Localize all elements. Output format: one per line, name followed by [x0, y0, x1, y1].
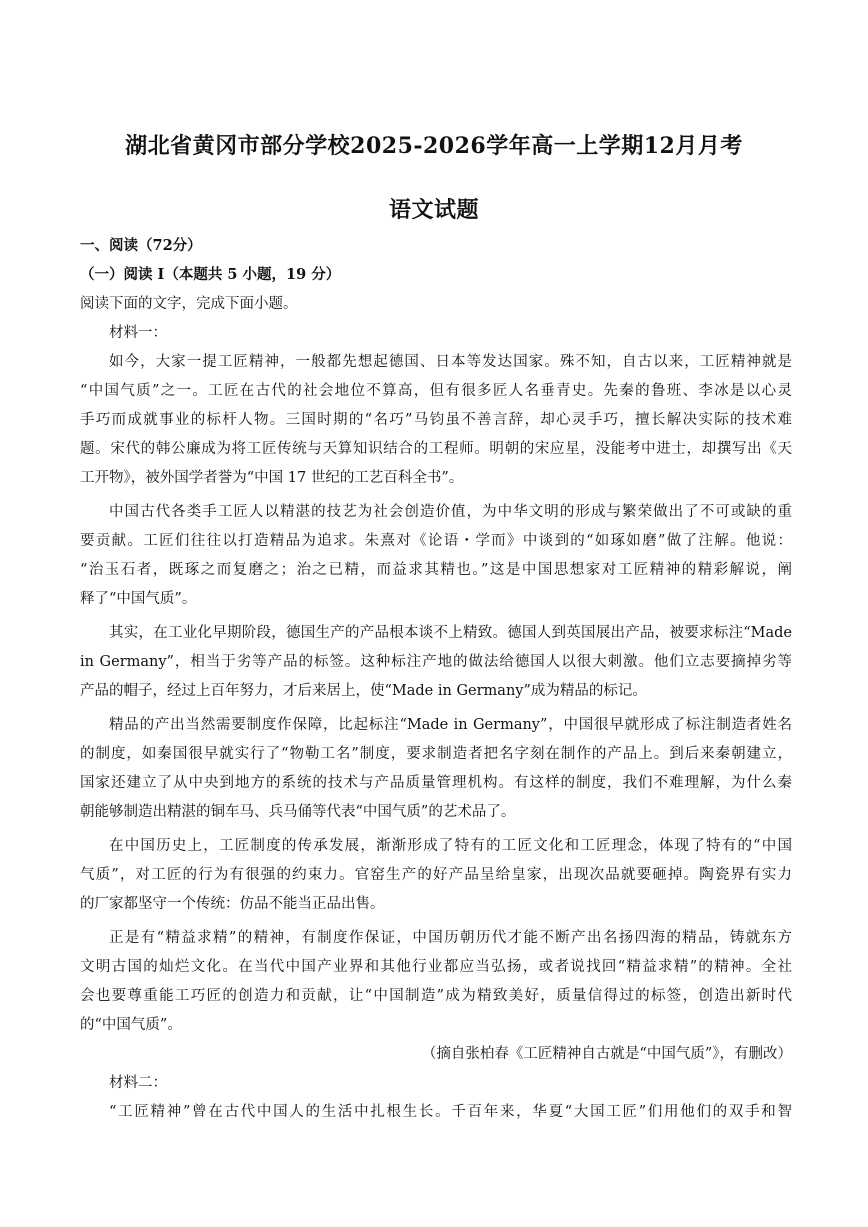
paragraph-line: 中国古代各类手工匠人以精湛的技艺为社会创造价值，为中华文明的形成与繁荣做出了不可或缺的重 — [109, 504, 792, 520]
paragraph-line: 国家还建立了从中央到地方的系统的技术与产品质量管理机构。有这样的制度，我们不难理解，为什么秦 — [80, 775, 792, 791]
paragraph-line: 的制度，如秦国很早就实行了“物勒工名”制度，要求制造者把名字刻在制作的产品上。到后来秦朝建立， — [80, 746, 792, 762]
source-citation: （摘自张柏春《工匠精神自古就是“中国气质”》，有删改） — [421, 1046, 792, 1062]
paragraph-line: in Germany”，相当于劣等产品的标签。这种标注产地的做法给德国人以很大刺激。他们立志要摘掉劣等 — [80, 654, 792, 670]
paragraph-line: 产品的帽子，经过上百年努力，才后来居上，使“Made in Germany”成为精品的标记。 — [80, 683, 647, 699]
paragraph-line: 如今，大家一提工匠精神，一般都先想起德国、日本等发达国家。殊不知，自古以来，工匠精神就是 — [109, 354, 792, 370]
paragraph-line: 朝能够制造出精湛的铜车马、兵马俑等代表“中国气质”的艺术品了。 — [80, 804, 516, 820]
material2-label: 材料二： — [109, 1075, 167, 1091]
paragraph-line: 在中国历史上，工匠制度的传承发展，渐渐形成了特有的工匠文化和工匠理念，体现了特有的“中国 — [109, 838, 792, 854]
document-subtitle: 语文试题 — [388, 197, 479, 223]
paragraph-line: 会也要尊重能工巧匠的创造力和贡献，让“中国制造”成为精致美好，质量信得过的标签，创造出新时代 — [80, 988, 792, 1004]
instruction-text: 阅读下面的文字，完成下面小题。 — [80, 296, 298, 312]
paragraph-line: 精品的产出当然需要制度作保障，比起标注“Made in Germany”，中国很早就形成了标注制造者姓名 — [109, 717, 792, 733]
material1-label: 材料一： — [109, 325, 167, 341]
paragraph-line: “中国气质”之一。工匠在古代的社会地位不算高，但有很多匠人名垂青史。先秦的鲁班、李冰是以心灵 — [80, 383, 792, 399]
paragraph-line: 释了“中国气质”。 — [80, 591, 197, 607]
subsection-heading: （一）阅读 I（本题共 5 小题，19 分） — [80, 266, 341, 283]
paragraph-line: 的厂家都坚守一个传统：仿品不能当正品出售。 — [80, 896, 385, 912]
paragraph-line: 正是有“精益求精”的精神，有制度作保证，中国历朝历代才能不断产出名扬四海的精品，铸就东方 — [109, 930, 792, 946]
paragraph-line: 文明古国的灿烂文化。在当代中国产业界和其他行业都应当弘扬，或者说找回“精益求精”的精神。全社 — [80, 959, 792, 975]
paragraph-line: 手巧而成就事业的标杆人物。三国时期的“名巧”马钧虽不善言辞，却心灵手巧，擅长解决实际的技术难 — [80, 412, 792, 428]
paragraph-line: 工开物》，被外国学者誉为“中国 17 世纪的工艺百科全书”。 — [80, 470, 464, 486]
section-heading: 一、阅读（72分） — [80, 237, 202, 254]
paragraph-line: 题。宋代的韩公廉成为将工匠传统与天算知识结合的工程师。明朝的宋应星，没能考中进士，却撰写出《天 — [80, 441, 792, 457]
paragraph-line: 的“中国气质”。 — [80, 1017, 182, 1033]
paragraph-line: 其实，在工业化早期阶段，德国生产的产品根本谈不上精致。德国人到英国展出产品，被要求标注“Made — [109, 625, 792, 641]
document-title: 湖北省黄冈市部分学校2025-2026学年高一上学期12月月考 — [125, 133, 743, 159]
paragraph-line: 气质”，对工匠的行为有很强的约束力。官窑生产的好产品呈给皇家，出现次品就要砸掉。陶瓷界有实力 — [80, 867, 792, 883]
paragraph-line: 要贡献。工匠们往往以打造精品为追求。朱熹对《论语・学而》中谈到的“如琢如磨”做了注解。他说： — [80, 533, 792, 549]
paragraph-line: “治玉石者，既琢之而复磨之；治之已精，而益求其精也。”这是中国思想家对工匠精神的精彩解说，阐 — [80, 562, 792, 578]
paragraph-line: “工匠精神”曾在古代中国人的生活中扎根生长。千百年来，华夏“大国工匠”们用他们的双手和智 — [109, 1104, 792, 1120]
